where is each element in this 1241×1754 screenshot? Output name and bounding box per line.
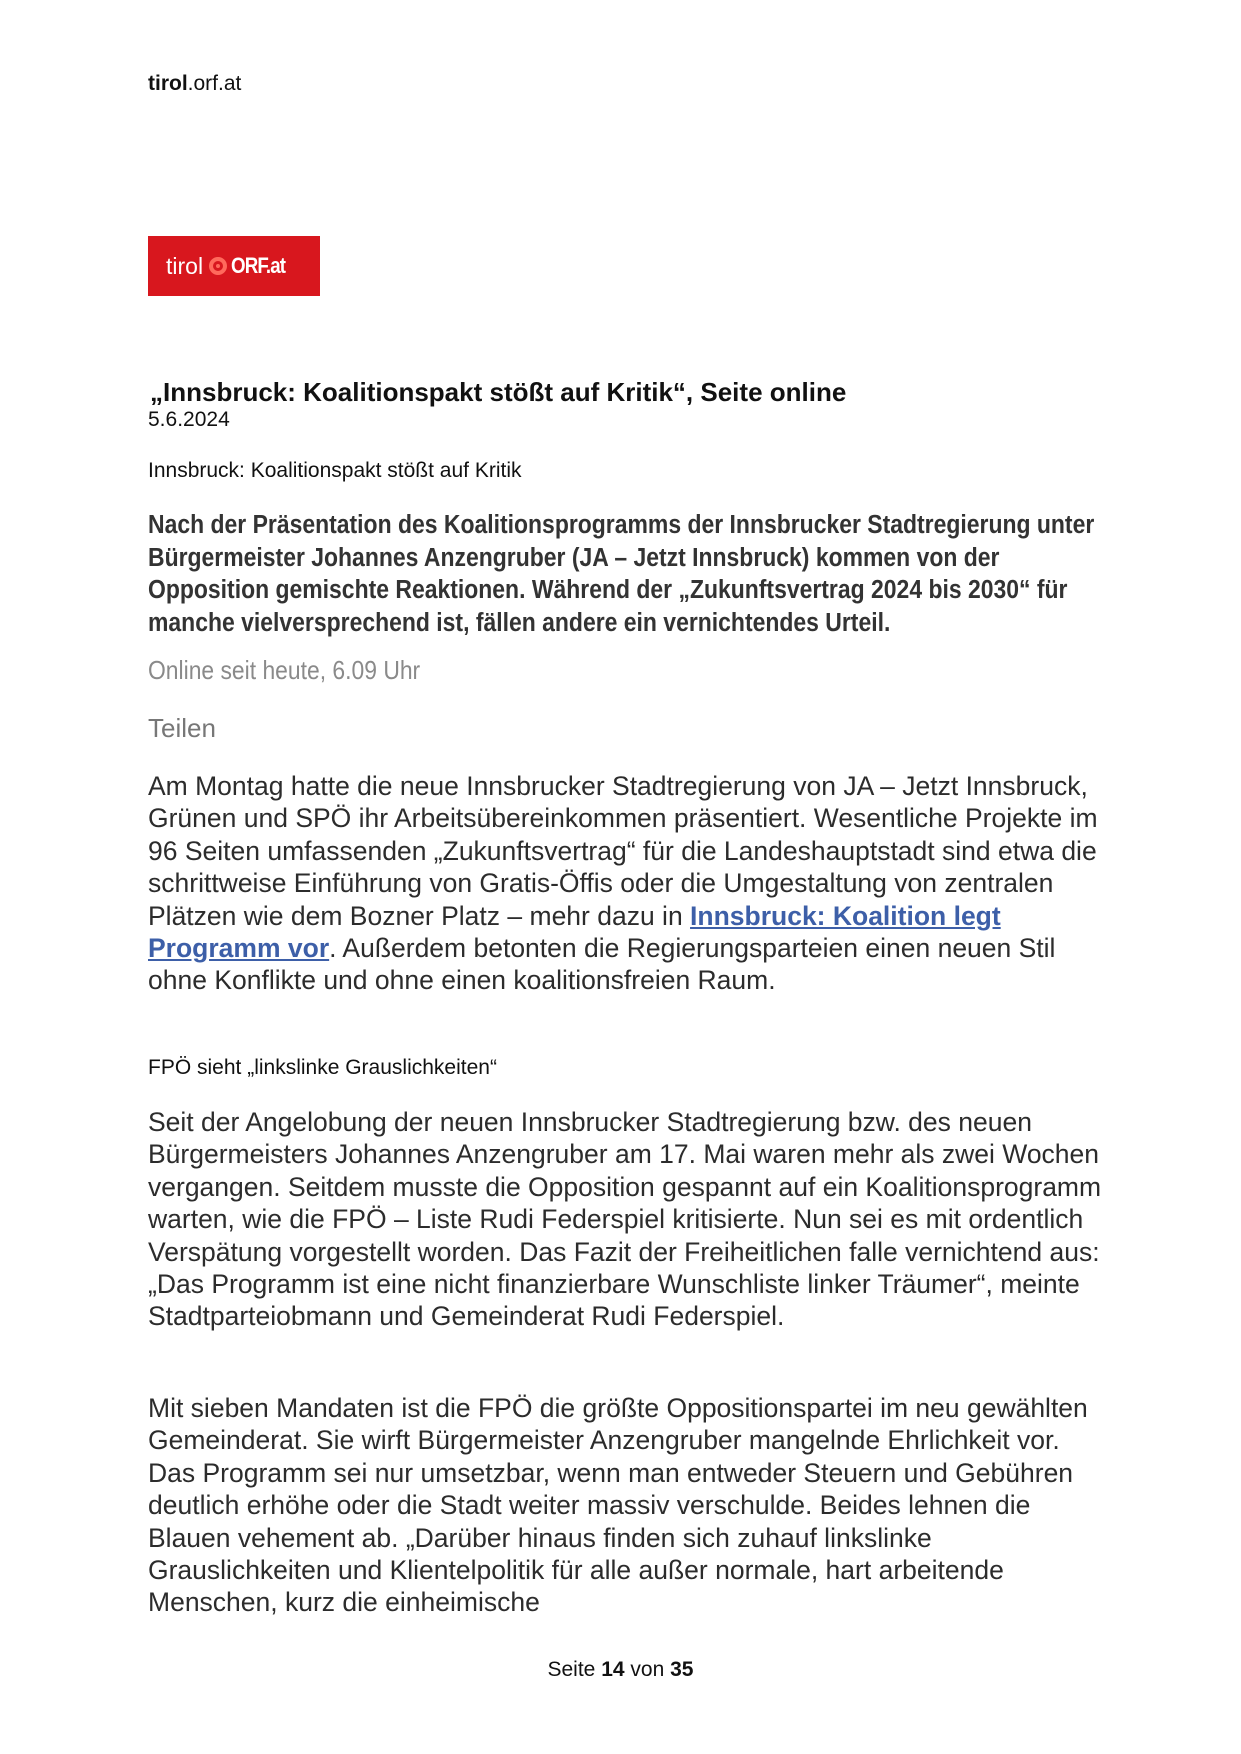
page-total: 35 xyxy=(670,1658,694,1681)
article-subheadline: Innsbruck: Koalitionspakt stößt auf Kritik xyxy=(148,459,522,482)
page-label: Seite xyxy=(547,1658,596,1681)
document-date: 5.6.2024 xyxy=(148,408,230,431)
of-label: von xyxy=(630,1658,665,1681)
logo-text-tirol: tirol xyxy=(166,252,204,279)
site-name-rest: .orf.at xyxy=(187,72,242,95)
article-link-koalition-programm[interactable]: Innsbruck: Koalition legt Programm vor xyxy=(148,900,1001,964)
section-heading: FPÖ sieht „linkslinke Grauslichkeiten“ xyxy=(148,1056,497,1079)
article-paragraph-2: Seit der Angelobung der neuen Innsbrucker Stadtregierung bzw. des neuen Bürgermeisters Johannes Anzengruber am 17. Mai waren mehr als zwei Wochen vergangen. Seitdem musste die Opposition gespannt auf ein Koalitionsprogramm warten, wie die FPÖ – Liste Rudi Federspiel kritisierte. Nun sei es mit ordentlich Verspätung vorgestellt worden. Das Fazit der Freiheitlichen falle vernichtend aus: „Das Programm ist eine nicht finanzierbare Wunschliste linker Träumer“, meinte Stadtparteiobmann und Gemeinderat Rudi Federspiel. xyxy=(148,1107,1102,1332)
article-paragraph-1 xyxy=(148,770,1103,997)
site-name-bold: tirol xyxy=(148,72,188,95)
paragraph-1-text-end: . Außerdem betonten die Regierungsparteien einen neuen Stil ohne Konflikte und ohne einen koalitionsfreien Raum. xyxy=(148,933,1056,996)
document-title: „Innsbruck: Koalitionspakt stößt auf Kritik“, Seite online xyxy=(150,377,847,407)
orf-eye-icon xyxy=(209,257,227,275)
page-footer xyxy=(0,1658,1241,1682)
paragraph-1-text-start: Am Montag hatte die neue Innsbrucker Stadtregierung von JA – Jetzt Innsbruck, Grünen und SPÖ ihr Arbeitsübereinkommen präsentiert. Wesentliche Projekte im 96 Seiten umfassenden „Zukunftsvertrag“ für die Landeshauptstadt sind etwa die schrittweise Einführung von Gratis-Öffis oder die Umgestaltung von zentralen Plätzen wie dem Bozner Platz – mehr dazu in xyxy=(148,771,1098,931)
page-current: 14 xyxy=(601,1658,625,1681)
logo-text-orf: ORF.at xyxy=(231,253,286,278)
share-button[interactable]: Teilen xyxy=(148,713,216,743)
orf-tirol-logo xyxy=(148,236,320,296)
online-since-timestamp: Online seit heute, 6.09 Uhr xyxy=(148,655,421,685)
article-paragraph-3: Mit sieben Mandaten ist die FPÖ die größte Oppositionspartei im neu gewählten Gemeinderat. Sie wirft Bürgermeister Anzengruber mangelnde Ehrlichkeit vor. Das Programm sei nur umsetzbar, wenn man entweder Steuern und Gebühren deutlich erhöhe oder die Stadt weiter massiv verschulde. Beides lehnen die Blauen vehement ab. „Darüber hinaus finden sich zuhauf linkslinke Grauslichkeiten und Klientelpolitik für alle außer normale, hart arbeitende Menschen, kurz die einheimische xyxy=(148,1393,1088,1618)
article-lead: Nach der Präsentation des Koalitionsprogramms der Innsbrucker Stadtregierung unter Bürgermeister Johannes Anzengruber (JA – Jetzt Innsbruck) kommen von der Opposition gemischte Reaktionen. Während der „Zukunftsvertrag 2024 bis 2030“ für manche vielversprechend ist, fällen andere ein vernichtendes Urteil. xyxy=(148,511,1095,637)
site-header xyxy=(148,72,241,96)
